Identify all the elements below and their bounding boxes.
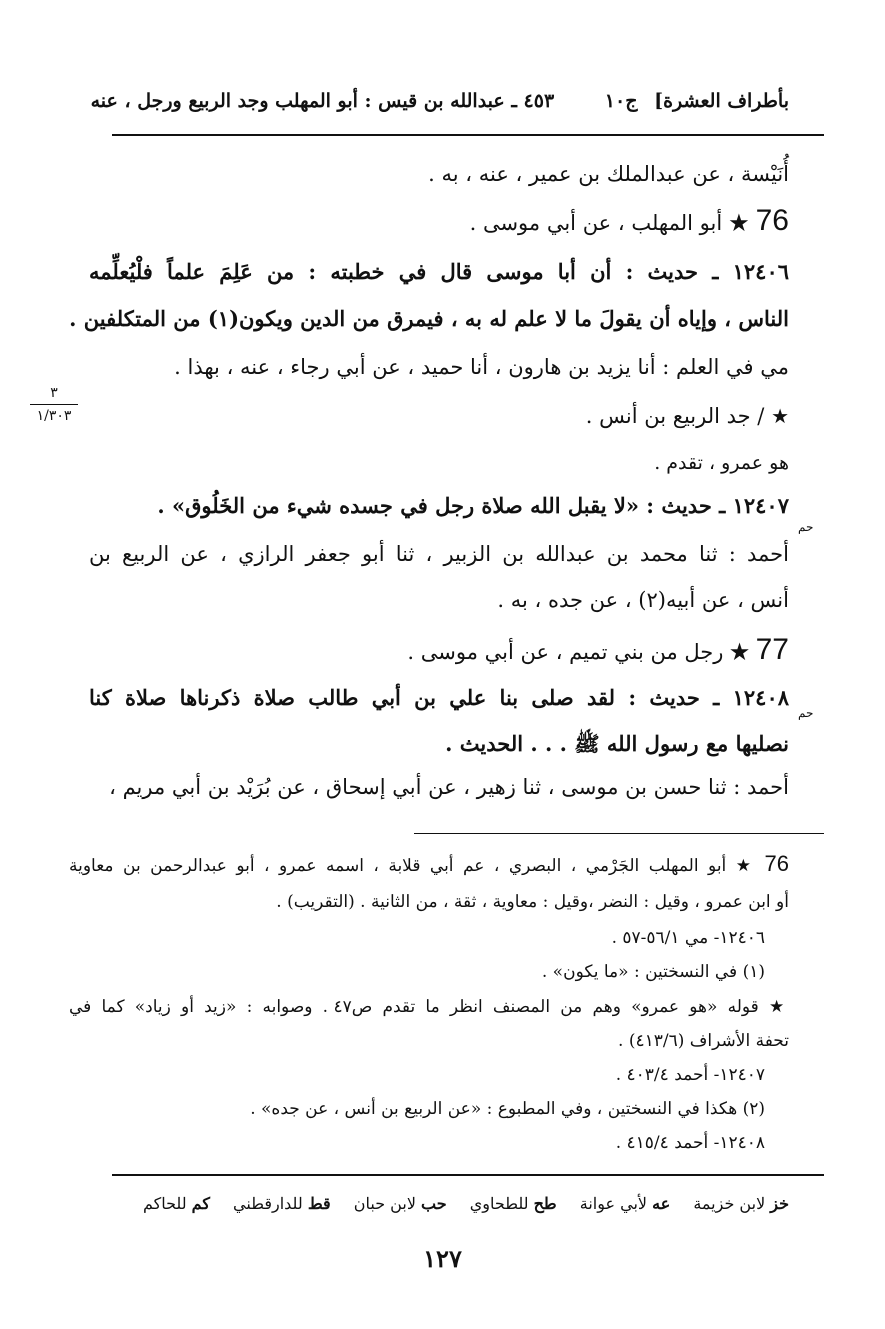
legend-th-abbr: طح: [533, 1194, 557, 1213]
footnote-76-number: 76: [764, 851, 790, 876]
legend-qt: [233, 1194, 331, 1213]
hadith-12406-number: ١٢٤٠٦ ـ حديث :: [625, 259, 790, 284]
hadith-12407-number: ١٢٤٠٧ ـ حديث :: [646, 493, 789, 518]
header-rule: [112, 134, 824, 136]
legend-khz-abbr: خز: [770, 1194, 789, 1213]
running-header: [89, 86, 789, 116]
legend-ah-name: لأبي عوانة: [579, 1194, 648, 1213]
hadith-12408-number: ١٢٤٠٨ ـ حديث :: [628, 685, 790, 710]
legend-th: [470, 1194, 557, 1213]
star-icon: ★: [730, 639, 749, 664]
hadith-12408-line-2: نصليها مع رسول الله ﷺ . . . الحديث .: [445, 731, 789, 756]
hadith-12407-text: «لا يقبل الله صلاة رجل في جسده شيء من الخَلُوق» .: [157, 493, 639, 518]
margin-top: ٣: [50, 385, 58, 401]
header-volume: ج١٠: [604, 90, 638, 112]
legend-km-abbr: كم: [191, 1194, 210, 1213]
header-book: بأطراف العشرة]: [654, 90, 789, 112]
page-number: ١٢٧: [423, 1244, 462, 1273]
hadith-12406-line-1: [89, 255, 789, 289]
hadith-12406-text: أن أبا موسى قال في خطبته : من عَلِمَ علماً فلْيُعلِّمه: [89, 259, 612, 284]
legend-qt-name: للدارقطني: [233, 1194, 303, 1213]
hadith-12406-source: مي في العلم : أنا يزيد بن هارون ، أنا حميد ، عن أبي رجاء ، عنه ، بهذا .: [174, 355, 789, 379]
header-section: ٤٥٣ ـ عبدالله بن قيس : أبو المهلب وجد الربيع ورجل ، عنه: [90, 90, 555, 112]
margin-reference: [26, 384, 82, 425]
hadith-12408-line-3: أحمد : ثنا حسن بن موسى ، ثنا زهير ، عن أبي إسحاق ، عن بُرَيْد بن أبي مريم ،: [109, 775, 789, 799]
text-line-1: أُنَيْسة ، عن عبدالملك بن عمير ، عنه ، به .: [428, 162, 789, 186]
rabi-title: / جد الربيع بن أنس .: [585, 404, 765, 428]
ha-mim-siglum-1: حم: [798, 520, 814, 534]
footnote-1: (١) في النسختين : «ما يكون» .: [541, 962, 765, 982]
star-icon: ★: [768, 997, 789, 1017]
legend-hb-name: لابن حبان: [353, 1194, 416, 1213]
entry-77-number: 77: [755, 633, 789, 666]
star-icon: ★: [735, 856, 756, 876]
entry-76-heading: [89, 201, 789, 243]
legend-khz: [693, 1194, 789, 1213]
hadith-12407-line-1: [89, 489, 789, 523]
footnote-2: (٢) هكذا في النسختين ، وفي المطبوع : «عن الربيع بن أنس ، عن جده» .: [250, 1099, 765, 1119]
footnote-12408-ref: ١٢٤٠٨- أحمد ٤١٥/٤ .: [615, 1133, 765, 1153]
footnote-76-line-1: [69, 848, 789, 882]
entry-77-title: رجل من بني تميم ، عن أبي موسى .: [407, 640, 724, 664]
legend-rule: [112, 1174, 824, 1176]
rabi-heading: [89, 398, 789, 434]
legend-th-name: للطحاوي: [469, 1194, 529, 1213]
margin-rule: [30, 404, 78, 405]
ha-mim-siglum-2: حم: [798, 706, 814, 720]
legend-ah-abbr: عه: [652, 1194, 671, 1213]
hadith-12408-line-1: [89, 681, 789, 715]
legend-hb: [354, 1194, 447, 1213]
hadith-12407-line-3: أنس ، عن أبيه(٢) ، عن جده ، به .: [497, 588, 789, 612]
star-icon: ★: [729, 210, 749, 235]
hadith-12407-line-2: أحمد : ثنا محمد بن عبدالله بن الزبير ، ثنا أبو جعفر الرازي ، عن الربيع بن: [89, 542, 789, 566]
footnote-76-text: أبو المهلب الجَرْمي ، البصري ، عم أبي قلابة ، اسمه عمرو ، أبو عبدالرحمن بن معاوية: [69, 856, 727, 876]
hadith-12408-text: لقد صلى بنا علي بن أبي طالب صلاة ذكرناها صلاة كنا: [89, 685, 616, 710]
legend-hb-abbr: حب: [421, 1194, 447, 1213]
margin-bottom: ١/٣٠٣: [36, 408, 72, 424]
footnote-separator: [414, 833, 824, 834]
footnote-star-text: قوله «هو عمرو» وهم من المصنف انظر ما تقدم ص٤٧ . وصوابه : «زيد أو زياد» كما في: [69, 997, 759, 1017]
legend-km: [143, 1194, 210, 1213]
entry-76-title: أبو المهلب ، عن أبي موسى .: [469, 211, 723, 235]
footnote-76-line-2: أو ابن عمرو ، وقيل : النضر ،وقيل : معاوية ، ثقة ، من الثانية . (التقريب) .: [276, 892, 789, 912]
star-icon: ★: [771, 404, 789, 428]
legend-qt-abbr: قط: [307, 1194, 331, 1213]
entry-76-number: 76: [755, 204, 789, 237]
legend-km-name: للحاكم: [142, 1194, 187, 1213]
legend-khz-name: لابن خزيمة: [693, 1194, 771, 1213]
footnote-12407-ref: ١٢٤٠٧- أحمد ٤٠٣/٤ .: [615, 1065, 765, 1085]
footnote-star-line-2: تحفة الأشراف (٤١٣/٦) .: [618, 1031, 789, 1051]
footnote-star-line-1: [69, 993, 789, 1021]
legend-ah: [580, 1194, 671, 1213]
entry-77-heading: [89, 630, 789, 672]
hadith-12406-line-2: الناس ، وإياه أن يقولَ ما لا علم له به ، فيمرق من الدين ويكون(١) من المتكلفين .: [69, 306, 789, 331]
rabi-note: هو عمرو ، تقدم .: [654, 452, 789, 474]
siglum-legend: [69, 1190, 789, 1218]
footnote-12406-ref: ١٢٤٠٦- مي ٥٦/١-٥٧ .: [611, 928, 765, 948]
